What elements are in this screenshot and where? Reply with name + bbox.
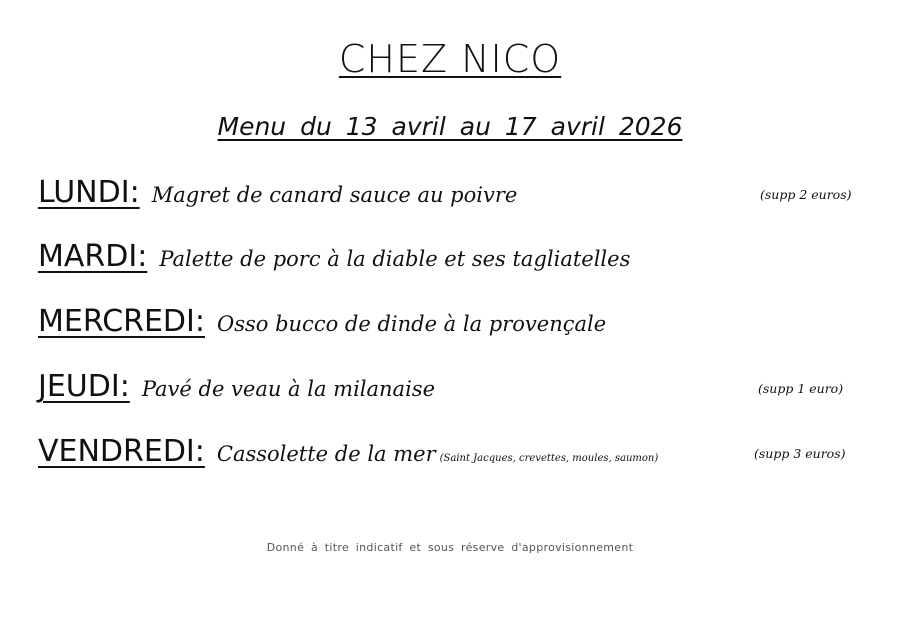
menu-row-lundi: [38, 173, 858, 217]
day-label: JEUDI:: [38, 369, 130, 404]
restaurant-title: [0, 36, 900, 82]
dish-name: Cassolette de la mer: [216, 442, 436, 466]
supplement-price: (supp 1 euro): [758, 381, 844, 396]
supplement-price: (supp 2 euros): [760, 187, 852, 202]
day-label: LUNDI:: [38, 175, 140, 210]
day-label: VENDREDI:: [38, 434, 205, 469]
supply-disclaimer: Donné à titre indicatif et sous réserve d'approvisionnement: [266, 541, 634, 554]
menu-row-mardi: [38, 237, 858, 281]
dish-name: Pavé de veau à la milanaise: [141, 377, 435, 401]
dish-name: Palette de porc à la diable et ses tagliatelles: [159, 247, 631, 271]
dish-name: Osso bucco de dinde à la provençale: [217, 312, 607, 336]
day-label: MERCREDI:: [38, 304, 205, 339]
menu-row-vendredi: [38, 432, 858, 476]
day-label: MARDI:: [38, 239, 148, 274]
dish-note: (Saint Jacques, crevettes, moules, saumon): [439, 453, 659, 464]
menu-period: Menu du 13 avril au 17 avril 2026: [217, 112, 683, 141]
supplement-price: (supp 3 euros): [754, 446, 846, 461]
menu-row-jeudi: [38, 367, 858, 411]
restaurant-name: CHEZ NICO: [338, 37, 562, 81]
menu-period-heading: [0, 110, 900, 144]
dish-name: Magret de canard sauce au poivre: [151, 183, 518, 207]
menu-row-mercredi: [38, 302, 858, 346]
